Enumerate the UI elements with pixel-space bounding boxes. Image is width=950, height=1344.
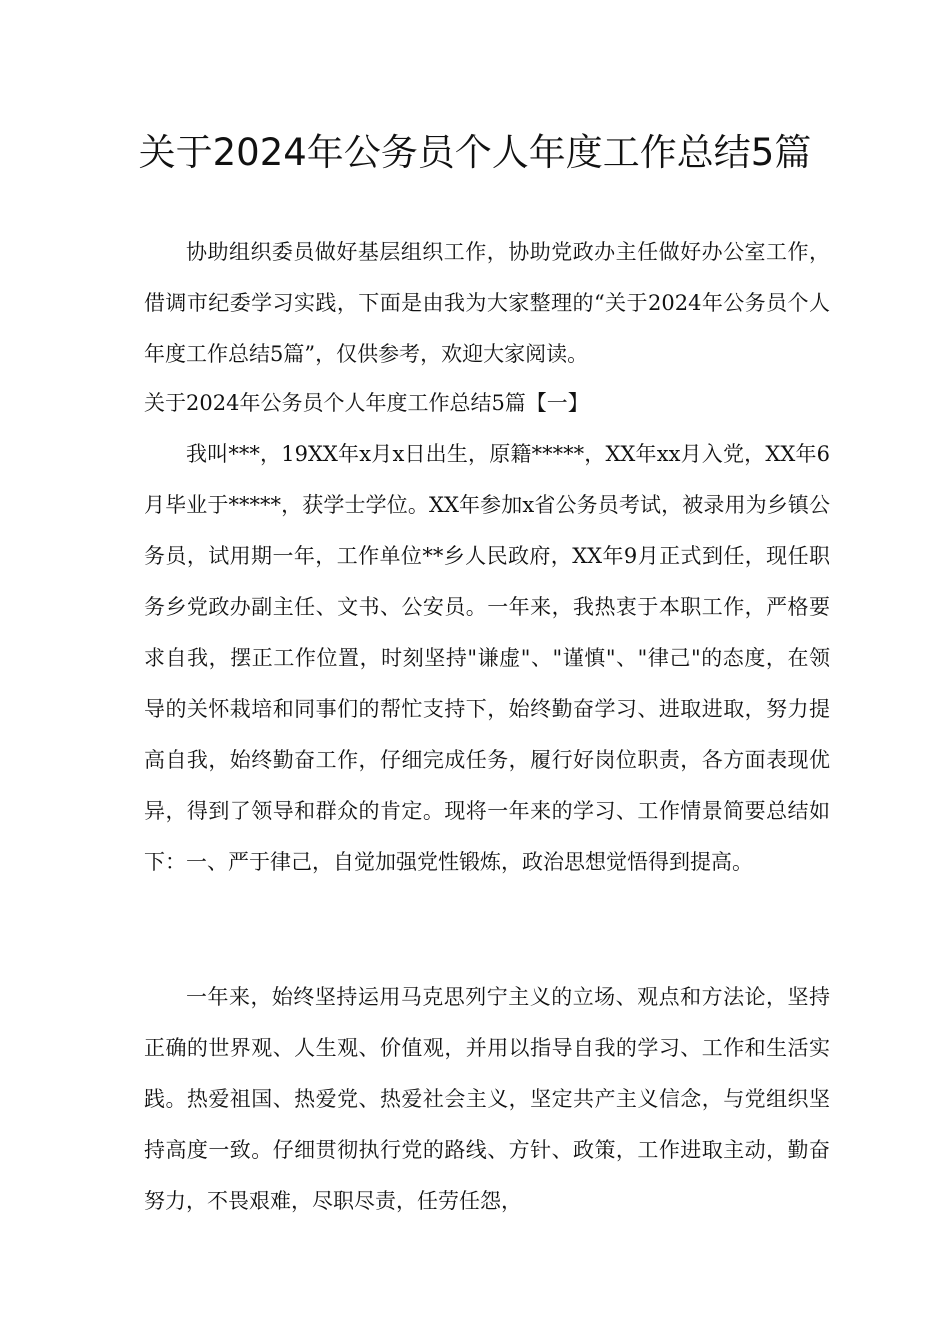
body-paragraph-1: 我叫***，19XX年x月x日出生，原籍*****，XX年xx月入党，XX年6月毕业于*****，获学士学位。XX年参加x省公务员考试，被录用为乡镇公务员，试用期一年，工作单位**乡人民政府，XX年9月正式到任，现任职务乡党政办副主任、文书、公安员。一年来，我热衷于本职工作，严格要求自我，摆正工作位置，时刻坚持"谦虚"、"谨慎"、"律己"的态度，在领导的关怀栽培和同事们的帮忙支持下，始终勤奋学习、进取进取，努力提高自我，始终勤奋工作，仔细完成任务，履行好岗位职责，各方面表现优异，得到了领导和群众的肯定。现将一年来的学习、工作情景简要总结如下：一、严于律己，自觉加强党性锻炼，政治思想觉悟得到提高。 [144, 442, 830, 874]
document-title: 关于2024年公务员个人年度工作总结5篇 [138, 131, 812, 174]
intro-paragraph: 协助组织委员做好基层组织工作，协助党政办主任做好办公室工作，借调市纪委学习实践，下面是由我为大家整理的“关于2024年公务员个人年度工作总结5篇”，仅供参考，欢迎大家阅读。 [144, 240, 830, 366]
body-paragraph-2: 一年来，始终坚持运用马克思列宁主义的立场、观点和方法论，坚持正确的世界观、人生观、价值观，并用以指导自我的学习、工作和生活实践。热爱祖国、热爱党、热爱社会主义，坚定共产主义信念，与党组织坚持高度一致。仔细贯彻执行党的路线、方针、政策，工作进取主动，勤奋努力，不畏艰难，尽职尽责，任劳任怨， [144, 985, 830, 1213]
section-heading: 关于2024年公务员个人年度工作总结5篇【一】 [144, 391, 589, 415]
